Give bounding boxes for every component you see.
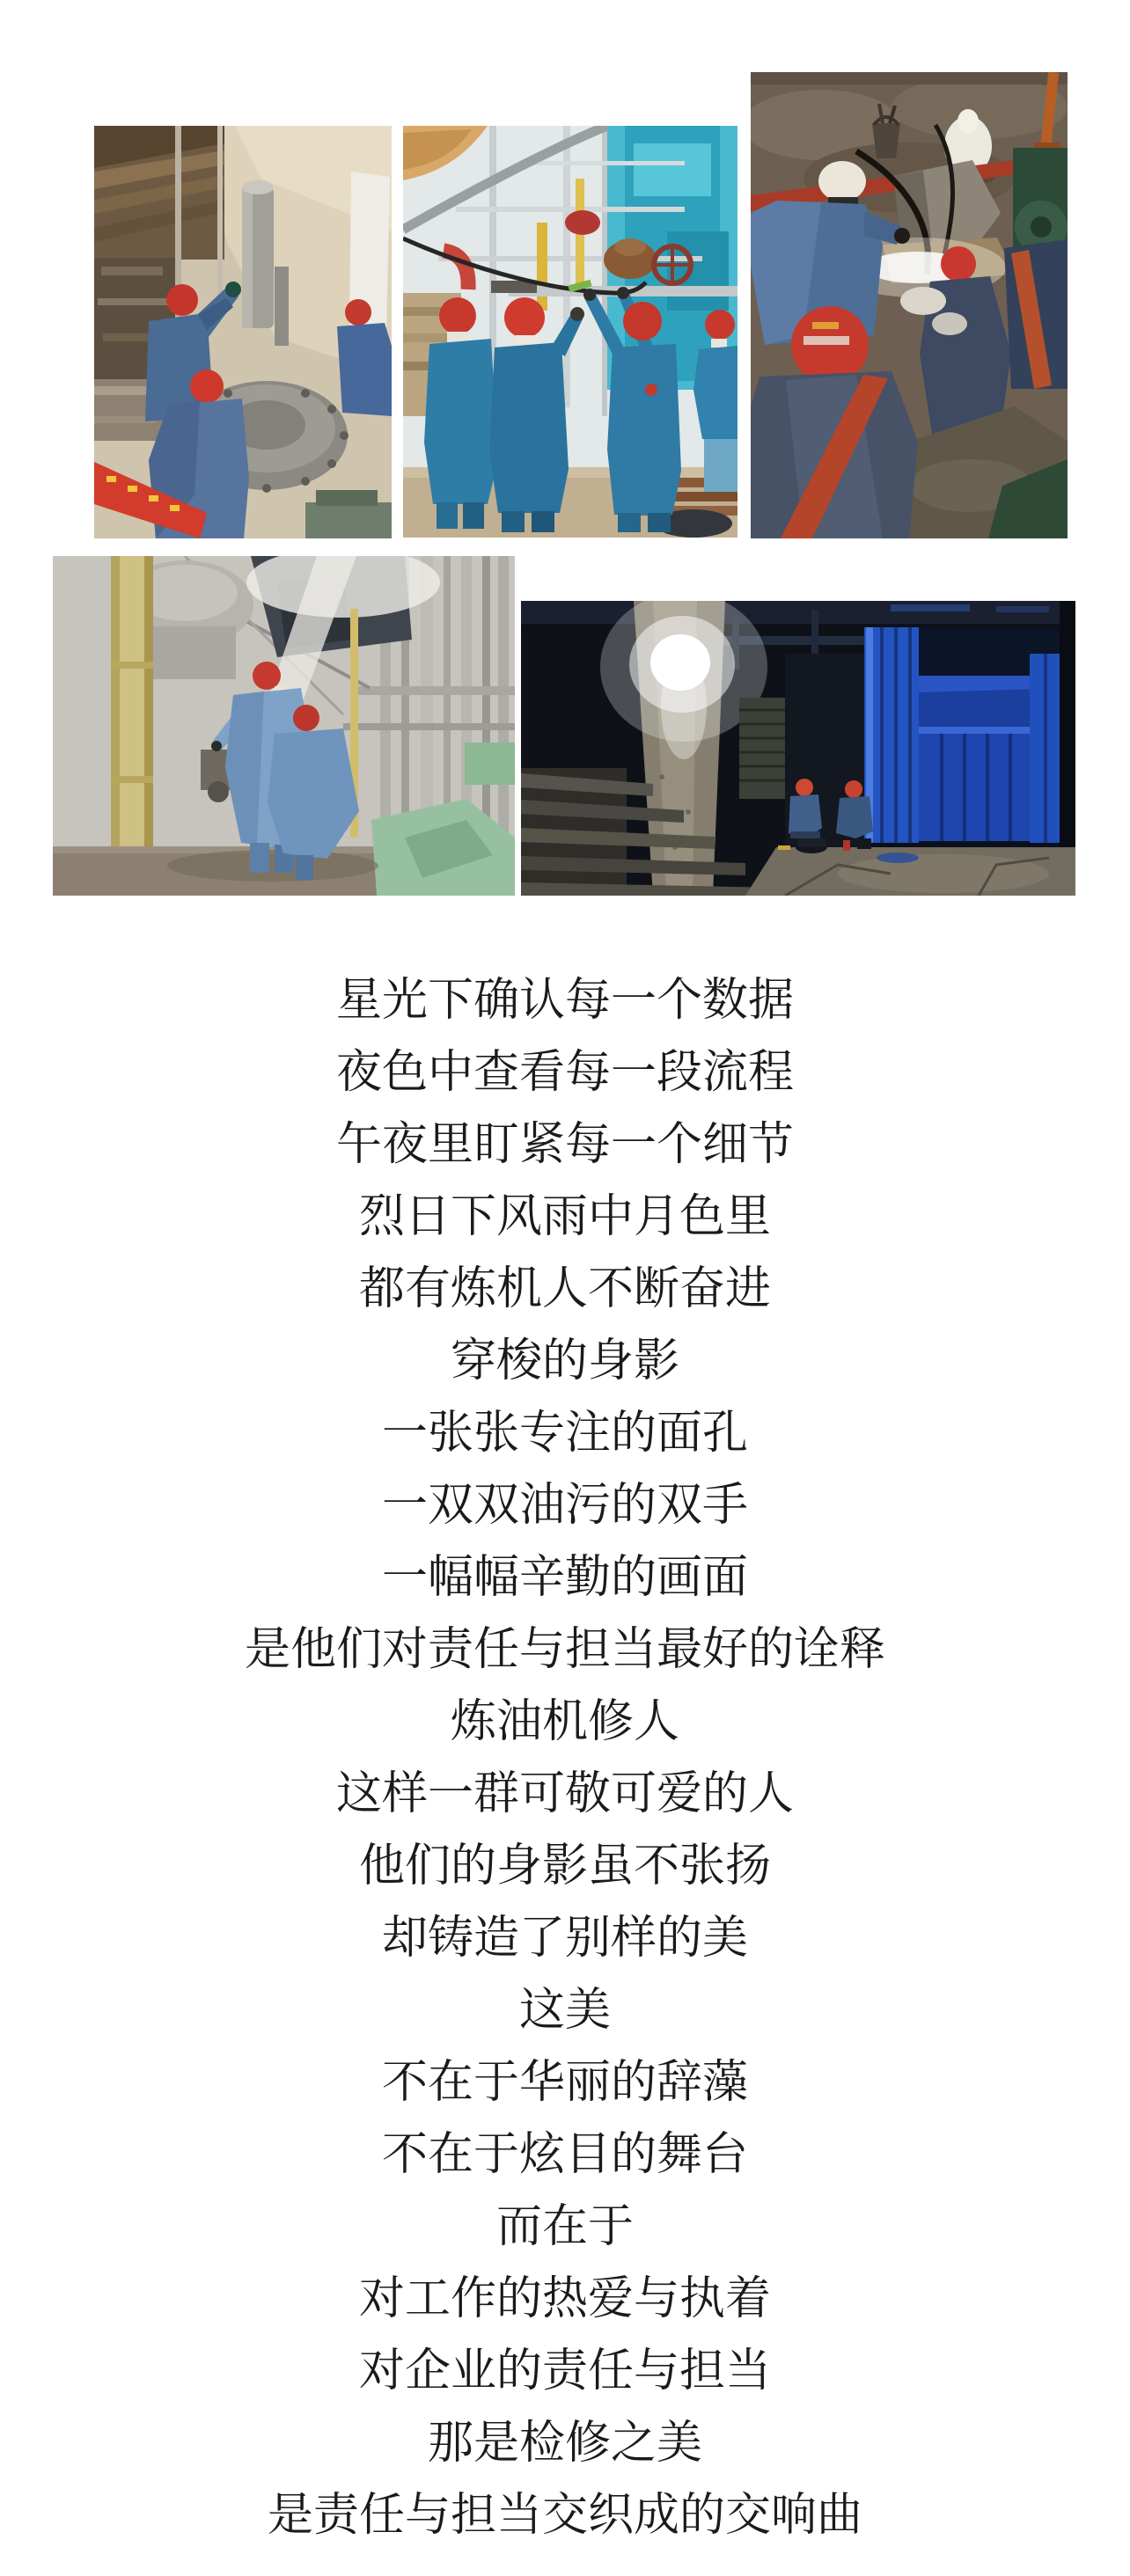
poem-line-7: 一张张专注的面孔 [381, 1408, 748, 1459]
photo-team-overhaul[interactable] [403, 126, 737, 538]
photo-2-illustration [403, 126, 737, 538]
poem-line-12: 这样一群可敬可爱的人 [335, 1768, 794, 1819]
poem-line-22: 是责任与担当交织成的交响曲 [267, 2490, 862, 2541]
poem-line-3: 午夜里盯紧每一个细节 [335, 1119, 794, 1170]
worker-right-harness [1004, 239, 1068, 389]
photo-night-pump-repair[interactable] [751, 72, 1068, 538]
poem-text [0, 964, 1130, 2551]
poem-line-2: 夜色中查看每一段流程 [335, 1047, 794, 1098]
poem-line-10: 是他们对责任与担当最好的诠释 [244, 1624, 885, 1675]
poem-line-16: 不在于华丽的辞藻 [381, 2057, 748, 2108]
poem-line-15: 这美 [518, 1985, 611, 2036]
poem-line-17: 不在于炫目的舞台 [381, 2129, 748, 2180]
poem-line-14: 却铸造了别样的美 [381, 1913, 748, 1964]
photo-3-illustration [751, 72, 1068, 538]
yellow-column [111, 556, 153, 896]
blue-tarp [864, 627, 1075, 852]
poem-line-8: 一双双油污的双手 [381, 1480, 748, 1531]
photo-valve-repair[interactable] [94, 126, 392, 538]
photo-plant-interior-repair[interactable] [53, 556, 515, 896]
valve-handwheel [654, 246, 691, 283]
poem-line-5: 都有炼机人不断奋进 [358, 1263, 771, 1314]
poem-line-1: 星光下确认每一个数据 [335, 975, 794, 1026]
poem-line-6: 穿梭的身影 [450, 1336, 679, 1387]
poem-line-18: 而在于 [495, 2201, 634, 2252]
photo-1-illustration [94, 126, 392, 538]
poem-line-13: 他们的身影虽不张扬 [358, 1841, 771, 1892]
poem-line-21: 那是检修之美 [427, 2418, 702, 2469]
poem-line-11: 炼油机修人 [450, 1696, 679, 1747]
photo-night-blue-tarp[interactable] [521, 601, 1075, 896]
poem-line-4: 烈日下风雨中月色里 [358, 1191, 771, 1242]
poem-line-19: 对工作的热爱与执着 [358, 2273, 771, 2324]
photo-4-illustration [53, 556, 515, 896]
poem-line-20: 对企业的责任与担当 [358, 2345, 771, 2397]
photo-5-illustration [521, 601, 1075, 896]
poem-line-9: 一幅幅辛勤的画面 [381, 1552, 748, 1603]
